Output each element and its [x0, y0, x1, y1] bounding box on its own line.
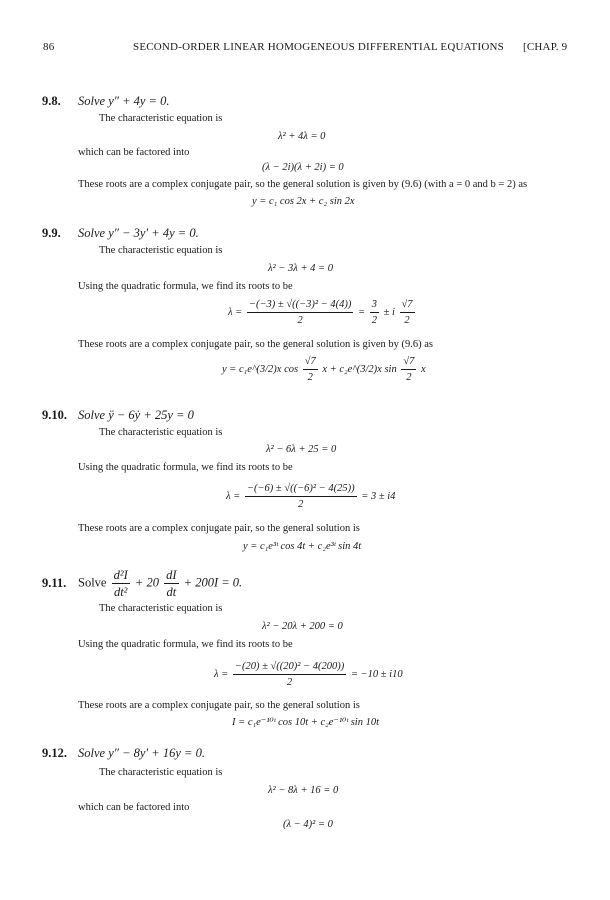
denominator: dt² — [113, 585, 128, 599]
problem-number: 9.8. — [42, 94, 61, 108]
numerator: 3 — [370, 298, 379, 313]
problem-number: 9.11. — [42, 576, 67, 590]
statement-part: + 200I = 0. — [183, 575, 243, 590]
quadratic-formula — [214, 660, 403, 689]
fraction — [245, 482, 357, 511]
equation: I = c₁e⁻¹⁰ᵗ cos 10t + c₂e⁻¹⁰ᵗ sin 10t — [232, 717, 380, 728]
solve-word: Solve — [78, 575, 107, 590]
numerator: dI — [166, 568, 177, 582]
solution-part: x + c₂e^(3/2)x sin — [322, 363, 397, 375]
lhs: λ = — [228, 306, 243, 318]
rhs: = −10 ± i10 — [350, 668, 403, 680]
body-text: The characteristic equation is — [99, 767, 223, 778]
denominator: 2 — [406, 372, 412, 383]
denominator: 2 — [404, 315, 410, 326]
fraction — [233, 660, 346, 689]
body-text: These roots are a complex conjugate pair, so the general solution is given by (9.6) as — [78, 339, 434, 350]
quadratic-formula — [228, 298, 417, 327]
body-text: which can be factored into — [78, 802, 190, 813]
body-text: which can be factored into — [78, 147, 190, 158]
equation: (λ − 4)² = 0 — [283, 819, 333, 830]
numerator: −(−6) ± √((−6)² − 4(25)) — [245, 482, 357, 497]
problem-statement — [78, 568, 242, 599]
body-text: Using the quadratic formula, we find its roots to be — [78, 281, 293, 292]
problem-statement: Solve ÿ − 6ẏ + 25y = 0 — [78, 408, 194, 422]
equation: λ² − 8λ + 16 = 0 — [268, 785, 339, 796]
equation: λ² + 4λ = 0 — [278, 131, 326, 142]
body-text: Using the quadratic formula, we find its roots to be — [78, 462, 293, 473]
equation: λ² − 20λ + 200 = 0 — [262, 621, 343, 632]
equation: (λ − 2i)(λ + 2i) = 0 — [262, 162, 344, 173]
body-text: These roots are a complex conjugate pair, so the general solution is — [78, 523, 360, 534]
denominator: 2 — [371, 315, 377, 326]
lhs: λ = — [214, 668, 229, 680]
denominator: dt — [166, 585, 177, 599]
body-text: These roots are a complex conjugate pair, so the general solution is — [78, 700, 360, 711]
solution-part: y = c₁e^(3/2)x cos — [222, 363, 299, 375]
fraction — [400, 298, 415, 327]
denominator: 2 — [286, 677, 293, 688]
solution-part: x — [420, 363, 426, 375]
numerator: −(−3) ± √((−3)² − 4(4)) — [247, 298, 354, 313]
denominator: 2 — [297, 315, 303, 326]
page-number: 86 — [43, 41, 55, 53]
problem-statement: Solve y″ + 4y = 0. — [78, 94, 170, 108]
numerator: √7 — [400, 298, 415, 313]
problem-number: 9.9. — [42, 226, 61, 240]
body-text: These roots are a complex conjugate pair, so the general solution is given by (9.6) (with a = 0 and b = 2) as — [78, 179, 528, 190]
equation: y = c₁e³ᵗ cos 4t + c₂e³ᵗ sin 4t — [243, 541, 362, 552]
numerator: d²I — [113, 568, 128, 582]
chapter-label: [CHAP. 9 — [523, 41, 568, 53]
fraction — [370, 298, 379, 327]
numerator: −(20) ± √((20)² − 4(200)) — [233, 660, 346, 675]
equation: λ² − 6λ + 25 = 0 — [266, 444, 337, 455]
fraction — [112, 568, 130, 599]
fraction — [401, 355, 416, 384]
lhs: λ = — [226, 490, 241, 502]
equation: λ² − 3λ + 4 = 0 — [268, 263, 333, 274]
body-text: Using the quadratic formula, we find its roots to be — [78, 639, 293, 650]
rhs: = 3 ± i4 — [361, 490, 396, 502]
denominator: 2 — [307, 372, 313, 383]
fraction — [247, 298, 354, 327]
body-text: The characteristic equation is — [99, 603, 223, 614]
running-title: SECOND-ORDER LINEAR HOMOGENEOUS DIFFERENTIAL EQUATIONS — [133, 41, 504, 53]
problem-statement: Solve y″ − 3y′ + 4y = 0. — [78, 226, 199, 240]
fraction — [303, 355, 318, 384]
plus-minus-i: ± i — [383, 306, 395, 318]
fraction — [164, 568, 178, 599]
problem-statement: Solve y″ − 8y′ + 16y = 0. — [78, 746, 205, 760]
numerator: √7 — [303, 355, 318, 370]
body-text: The characteristic equation is — [99, 245, 223, 256]
problem-number: 9.12. — [42, 746, 67, 760]
equals-sign: = — [358, 306, 366, 318]
quadratic-formula — [226, 482, 395, 511]
denominator: 2 — [298, 499, 304, 510]
problem-number: 9.10. — [42, 408, 67, 422]
body-text: The characteristic equation is — [99, 427, 223, 438]
equation: y = c₁ cos 2x + c₂ sin 2x — [252, 196, 355, 207]
numerator: √7 — [401, 355, 416, 370]
body-text: The characteristic equation is — [99, 113, 223, 124]
general-solution — [222, 355, 426, 384]
statement-part: + 20 — [134, 575, 159, 590]
